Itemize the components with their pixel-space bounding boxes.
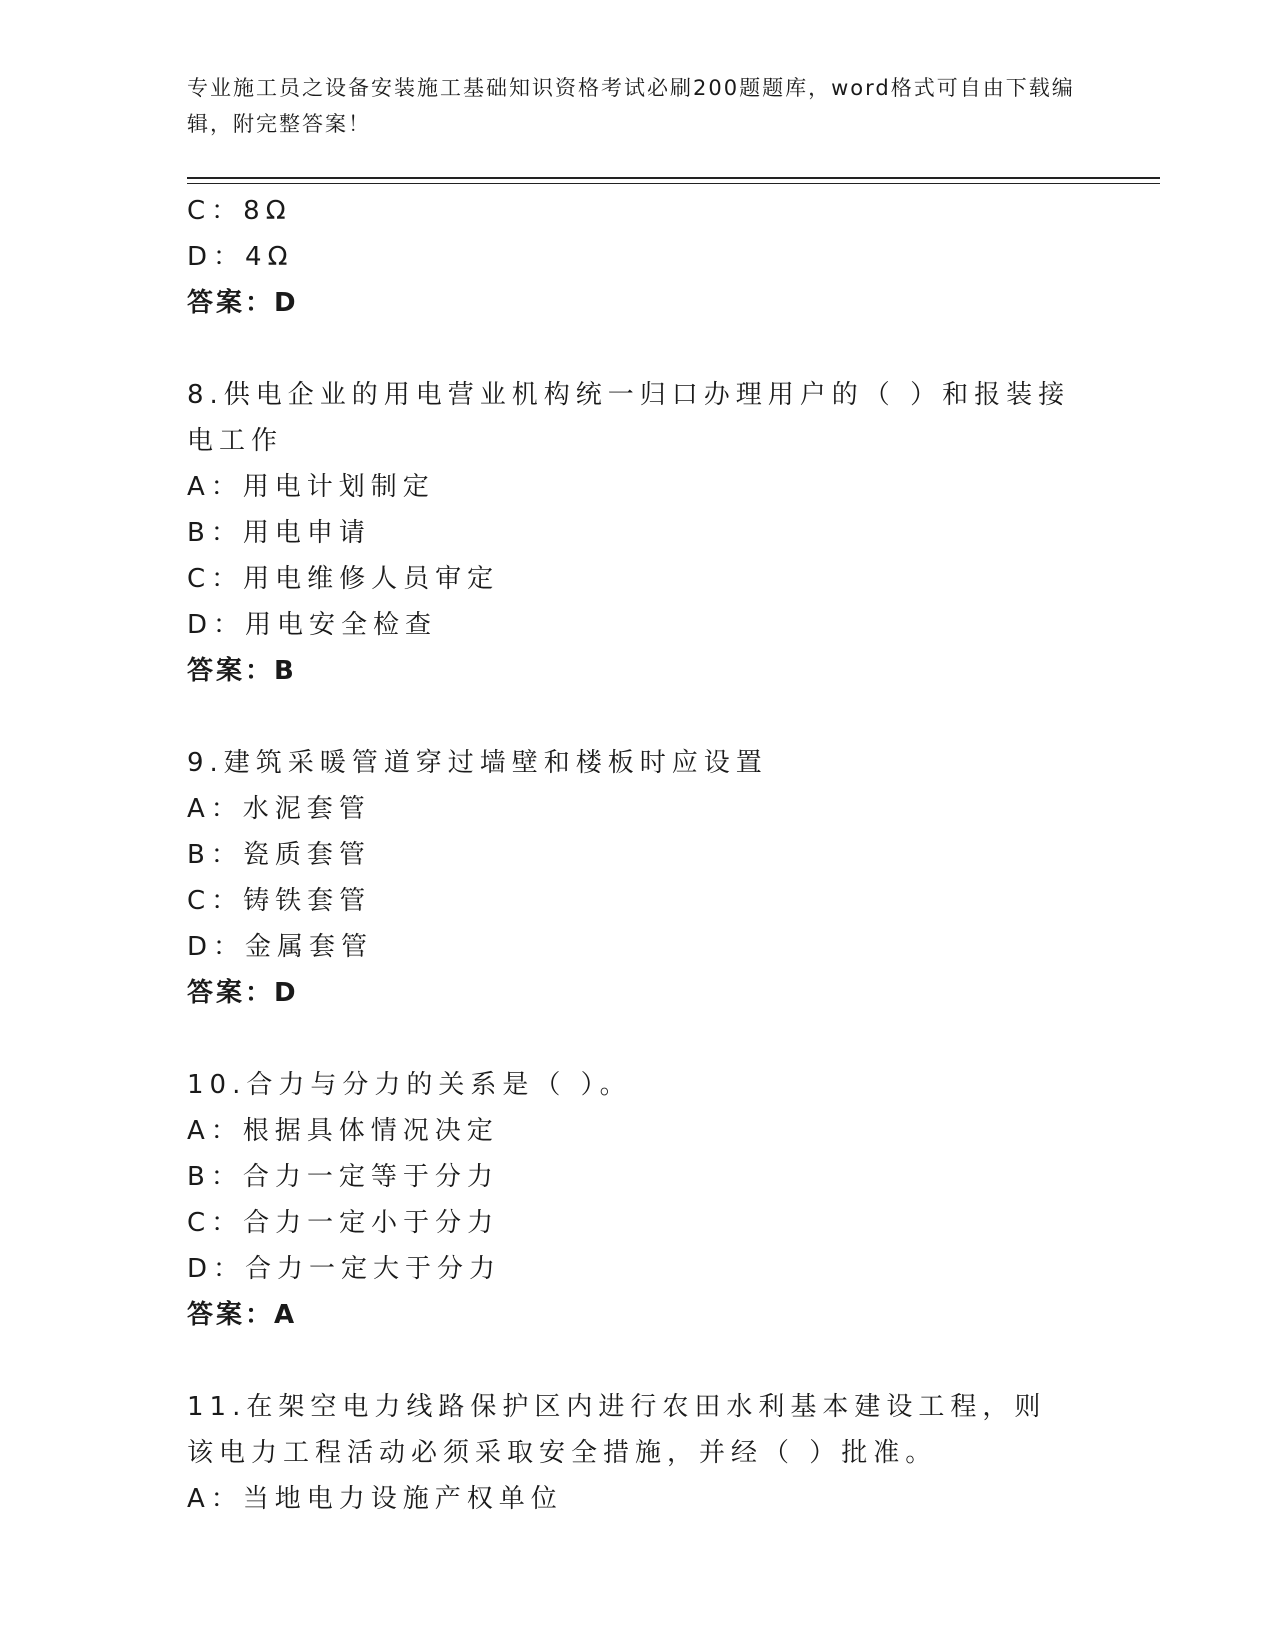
question-11	[187, 1384, 1087, 1522]
option-c: C：8Ω	[187, 196, 292, 226]
option-c: C：铸铁套管	[187, 886, 372, 916]
question-text: 9.建筑采暖管道穿过墙壁和楼板时应设置	[187, 748, 768, 778]
option-d: D：合力一定大于分力	[187, 1254, 502, 1284]
question-7	[187, 188, 1087, 326]
option-a: A：当地电力设施产权单位	[187, 1484, 563, 1514]
answer: 答案：D	[187, 978, 299, 1008]
option-d: D：4Ω	[187, 242, 294, 272]
question-8	[187, 372, 1087, 694]
question-text: 10.合力与分力的关系是（ ）。	[187, 1070, 632, 1100]
option-b: B：合力一定等于分力	[187, 1162, 499, 1192]
question-text: 8.供电企业的用电营业机构统一归口办理用户的（ ）和报装接电工作	[187, 380, 1071, 456]
question-9	[187, 740, 1087, 1016]
question-10	[187, 1062, 1087, 1338]
option-b: B：用电申请	[187, 518, 371, 548]
option-c: C：合力一定小于分力	[187, 1208, 500, 1238]
header-divider-thin	[187, 183, 1160, 184]
answer: 答案：D	[187, 288, 299, 318]
option-a: A：水泥套管	[187, 794, 371, 824]
document-header: 专业施工员之设备安装施工基础知识资格考试必刷200题题库，word格式可自由下载编辑，附完整答案！	[187, 76, 1075, 136]
option-a: A：用电计划制定	[187, 472, 435, 502]
option-d: D：用电安全检查	[187, 610, 438, 640]
question-list	[187, 188, 1087, 1522]
answer: 答案：A	[187, 1300, 298, 1330]
option-d: D：金属套管	[187, 932, 374, 962]
option-b: B：瓷质套管	[187, 840, 371, 870]
answer: 答案：B	[187, 656, 297, 686]
header-divider-thick	[187, 177, 1160, 179]
option-c: C：用电维修人员审定	[187, 564, 500, 594]
question-text: 11.在架空电力线路保护区内进行农田水利基本建设工程，则该电力工程活动必须采取安全措施，并经（ ）批准。	[187, 1392, 1047, 1468]
option-a: A：根据具体情况决定	[187, 1116, 499, 1146]
